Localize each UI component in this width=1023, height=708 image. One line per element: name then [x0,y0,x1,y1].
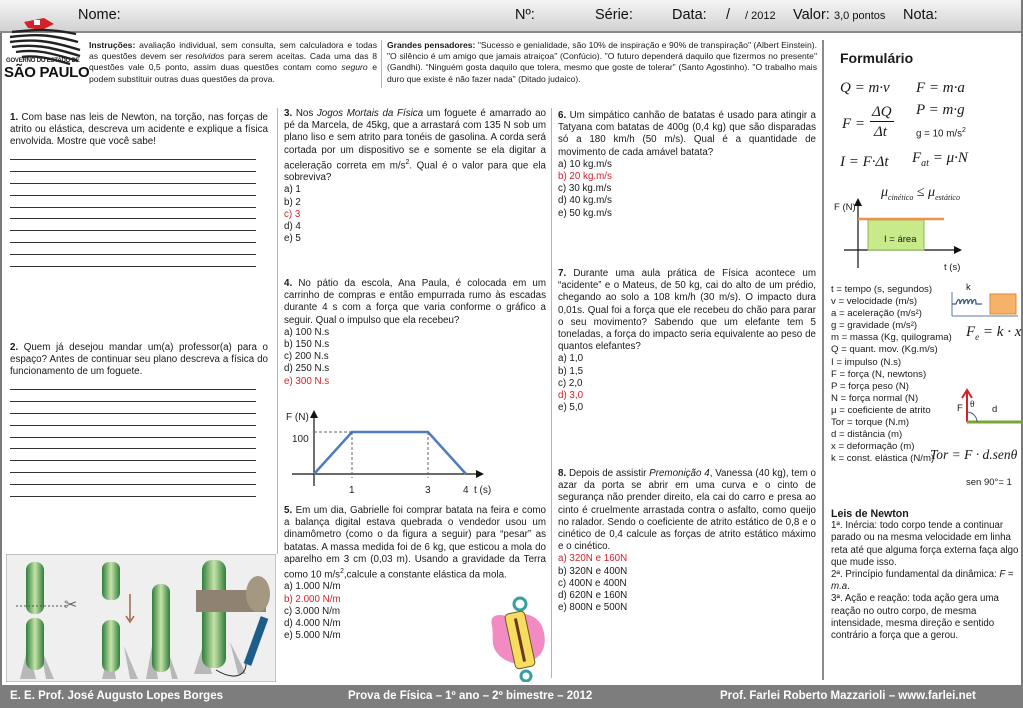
superscript: 2 [340,568,344,576]
answer-option[interactable]: d) 250 N.s [284,363,330,375]
answer-lines[interactable] [10,379,268,497]
answer-line[interactable] [10,172,256,184]
question-number: 6. [558,110,567,121]
formula-impulse-left: F = [842,116,866,132]
footer-bar [0,685,1023,708]
data-separator: / [726,7,731,23]
options-list [558,159,816,220]
answer-line[interactable] [10,160,256,172]
formula-momentum: Q = m·v [840,80,890,96]
question-text: ,calcule a constante elástica da mola. [343,569,507,581]
instructions-text: avaliação individual, sem consulta, sem calculadora e todas as questões devem ser [89,40,377,62]
legend-item: k = const. elástica (N/m) [831,453,935,465]
area-graph-area-label: I = área [884,234,917,245]
thinkers-block [387,40,817,85]
answer-line[interactable] [10,402,256,414]
thinkers-text: "Sucesso e genialidade, são 10% de inspiração e 90% de transpiração" (Albert Einstein). "O silêncio é um amigo que jamais atraiçoa" (Confúcio). "O futuro dependerá daquilo que fizermos no presente" (Gandhi). “Ninguém gosta daquilo que tolera, mesmo que goste de tolerar” (Santo Agostinho). "O trabalho mais duro que existe é não fazer nada" (Ditado judaico). [387,40,817,84]
dynamometer-icon [486,596,550,682]
formula-impulse-num: ΔQ [872,104,892,120]
torque-diagram-icon [955,388,1023,424]
answer-line[interactable] [10,473,256,485]
question-4 [284,278,546,388]
footer-teacher: Prof. Farlei Roberto Mazzarioli – www.farlei.net [720,690,976,702]
answer-option[interactable]: a) 100 N.s [284,326,330,338]
nota-label: Nota: [903,7,938,23]
divider [381,40,382,88]
formula-weight: P = m·g [916,102,965,118]
spring-k-label: k [966,282,971,293]
header-bar [0,0,1021,33]
footer-school: E. E. Prof. José Augusto Lopes Borges [10,690,223,702]
spring-diagram-icon [950,286,1020,320]
area-graph-xlabel: t (s) [944,262,961,273]
answer-option[interactable]: e) 5.000 N/m [284,630,341,642]
nome-label: Nome: [78,7,121,23]
answer-lines[interactable] [10,149,268,267]
answer-option[interactable]: c) 3.000 N/m [284,605,341,617]
serie-label: Série: [595,7,633,23]
answer-line[interactable] [10,426,256,438]
question-text-em: Premonição 4 [649,468,710,479]
question-text: No pátio da escola, Ana Paula, é colocada em um carrinho de compras e então empurrada rumo às escadas durante 4 s com a força que varia conforme o gráfico a seguir. Qual o impulso que ela recebeu? [284,278,546,326]
answer-line[interactable] [10,461,256,473]
logo-line2: SÃO PAULO [4,64,90,81]
question-number: 4. [284,278,293,289]
question-number: 2. [10,342,19,353]
answer-line[interactable] [10,438,256,450]
question-1 [10,112,268,267]
answer-option[interactable]: b) 150 N.s [284,339,330,351]
instructions-em: seguro [341,62,368,73]
options-list [284,327,546,388]
answer-line[interactable] [10,208,256,220]
question-6 [558,110,816,220]
question-text: Depois de assistir [566,468,650,479]
question-text: Quem já desejou mandar um(a) professor(a) para o espaço? Antes de continuar seu plano descreva a física do funcionamento de um foguete. [10,342,268,378]
answer-option[interactable]: b) 1,5 [558,365,584,377]
variables-legend [831,284,952,465]
formula-friction: $F_{at} = \mu\cdot N$ [912,150,968,169]
answer-option[interactable]: a) 10 kg.m/s [558,158,612,170]
question-text: um foguete é amarrado ao pé da Marcela, de 45kg, que a arrastará com 135 N sob um plano liso e sem atrito para tonéis de gasolina. A corda será cortada por um dispositivo se e somente se ela digitar a aceleração correta em m/s [284,108,546,172]
answer-option[interactable]: c) 3 [284,208,301,220]
question-text: . Qual é o valor para que ela sobreviva? [284,160,546,184]
answer-option[interactable]: c) 200 N.s [284,351,329,363]
legend-item: μ = coeficiente de atrito [831,404,931,416]
logo-line1: GOVERNO DO ESTADO DE [6,58,80,64]
instructions-block [89,40,377,85]
formula-torque: Tor = F · d.senθ [930,447,1018,462]
svg-text:✂: ✂ [64,595,78,614]
question-text-em: Jogos Mortais da Física [316,108,424,119]
question-number: 5. [284,505,293,516]
answer-line[interactable] [10,219,256,231]
answer-line[interactable] [10,231,256,243]
svg-text:100: 100 [292,434,309,445]
answer-option[interactable]: a) 1 [284,184,301,196]
column-divider [551,108,552,678]
svg-text:3: 3 [425,485,431,496]
bottle-rocket-illustration-icon [6,554,276,682]
question-number: 8. [558,468,567,479]
answer-line[interactable] [10,255,256,267]
answer-option[interactable]: c) 30 kg.m/s [558,183,612,195]
answer-line[interactable] [10,149,256,161]
torque-theta-label: θ [970,400,975,410]
legend-item: F = força (N, newtons) [831,368,927,380]
answer-line[interactable] [10,414,256,426]
answer-line[interactable] [10,243,256,255]
instructions-text: para serem aceitas. Cada uma das 8 questões vale 0,5 ponto, assim duas questões contam como [89,51,377,73]
legend-item: t = tempo (s, segundos) [831,284,933,295]
answer-option[interactable]: d) 4.000 N/m [284,618,341,630]
legend-item: g = gravidade (m/s²) [831,320,918,332]
legend-item: m = massa (Kg, quilograma) [831,332,952,344]
svg-text:4: 4 [463,485,469,496]
superscript: 2 [405,158,410,166]
question-text: Com base nas leis de Newton, na torção, nas forças de atrito ou elástica, descreva um acidente e explique a física envolvida. Mostre que você sabe! [10,112,268,148]
question-number: 1. [10,112,19,123]
data-label: Data: [672,7,707,23]
answer-option[interactable]: a) 1,0 [558,353,584,365]
law-3: 3ª. Ação e reação: toda ação gera uma reação no outro corpo, de mesma intensidade, mesma direção e sentido contrário a força que a gerou. [831,593,999,642]
force-time-chart [284,408,494,498]
legend-item: I = impulso (N.s) [831,356,902,368]
formulario-title: Formulário [840,50,914,66]
question-text: Durante uma aula prática de Física acontece um “acidente” e o Mateus, de 50 kg, cai do alto de um prédio, chegando ao solo a 108 km/h (30 m/s). O impacto dura 0,01s. Qual foi a força que ele recebeu do chão para parar o seu movimento? Sabendo que um elefante tem 5 toneladas, a força do impacto seria equivalente ao peso de quantos elefantes? [558,268,816,353]
legend-item: Q = quant. mov. (Kg.m/s) [831,344,938,356]
answer-option[interactable]: d) 3,0 [558,390,584,402]
law-2: 2ª. Princípio fundamental da dinâmica: F = m.a. [831,569,1014,593]
answer-line[interactable] [10,196,256,208]
formula-impulse: I = F·Δt [840,154,889,170]
formula-newton-2: F = m·a [916,80,965,96]
chart-ylabel: F (N) [286,412,309,423]
options-list [284,184,546,245]
answer-option[interactable]: e) 800N e 500N [558,602,628,614]
svg-text:t (s): t (s) [474,485,492,496]
instructions-text: e podem substituir outras duas questões da prova. [89,62,377,84]
answer-line[interactable] [10,184,256,196]
column-divider [277,108,278,554]
answer-option[interactable]: e) 5 [284,233,301,245]
formula-impulse-den: Δt [874,124,887,140]
torque-F-label: F [957,403,963,414]
question-number: 7. [558,268,567,279]
answer-option[interactable]: e) 50 kg.m/s [558,207,612,219]
legend-item: x = deformação (m) [831,441,915,453]
gravity-value: g = 10 $m/s^2$ [916,127,966,140]
svg-text:1: 1 [349,485,355,496]
answer-option[interactable]: e) 300 N.s [284,375,330,387]
valor-label: Valor: [793,7,830,23]
newton-laws [831,508,1021,642]
formula-mu-relation: $\mu_{cinético} \le \mu_{estático}$ [881,185,960,202]
answer-option[interactable]: c) 400N e 400N [558,577,627,589]
answer-line[interactable] [10,449,256,461]
answer-line[interactable] [10,379,256,391]
answer-option[interactable]: d) 4 [284,221,301,233]
answer-line[interactable] [10,485,256,497]
answer-option[interactable]: b) 20 kg.m/s [558,171,612,183]
question-text: Um simpático canhão de batatas é usado para atingir a Tatyana com batatas de 400g (0,4 kg) que são disparadas só a 180 km/h (50 m/s). Qual é a quantidade de movimento de cada amável batata? [558,110,816,158]
answer-option[interactable]: b) 2.000 N/m [284,593,341,605]
answer-option[interactable]: c) 2,0 [558,377,583,389]
formula-elastic: $F_e = k \cdot x$ [966,324,1022,342]
laws-title: Leis de Newton [831,508,909,520]
answer-option[interactable]: d) 620N e 160N [558,590,628,602]
instructions-title: Instruções: [89,40,136,50]
thinkers-title: Grandes pensadores: [387,40,476,50]
legend-item: Tor = torque (N.m) [831,417,910,429]
question-3 [284,108,546,246]
instructions-em: resolvidos [185,51,225,62]
answer-option[interactable]: b) 320N e 400N [558,565,628,577]
legend-item: v = velocidade (m/s) [831,296,918,308]
legend-item: N = força normal (N) [831,392,919,404]
legend-item: P = força peso (N) [831,380,909,392]
valor-value: 3,0 pontos [834,10,886,22]
question-7 [558,268,816,414]
answer-option[interactable]: a) 1.000 N/m [284,581,341,593]
question-number: 3. [284,108,293,119]
legend-item: d = distância (m) [831,429,903,441]
law-1: 1ª. Inércia: todo corpo tende a continuar parado ou na mesma velocidade em linha reta até que alguma força externa faça algo que mude isso. [831,520,1019,568]
numero-label: Nº: [515,7,535,23]
options-list [558,553,816,614]
answer-option[interactable]: a) 320N e 160N [558,553,628,565]
sen90-note: sen 90°= 1 [966,477,1012,488]
answer-option[interactable]: d) 40 kg.m/s [558,195,612,207]
question-8 [558,468,816,614]
torque-d-label: d [992,404,998,415]
question-2 [10,342,268,497]
options-list [558,353,816,414]
question-text: , Vanessa (40 kg), tem o azar da porta se abrir em uma curva e o cinto de segurança não prender direito, ela cai do carro e presa ao cinto é cruelmente arrastada contra o asfalto, como queijo no ralador. Sendo o coeficiente de atrito estático de 0,8 e o cinético de 0,4 calcule as forças de atrito estático máximo e o cinético. [558,468,816,553]
answer-line[interactable] [10,390,256,402]
footer-exam: Prova de Física – 1º ano – 2º bimestre – 2012 [348,690,593,702]
answer-option[interactable]: b) 2 [284,196,301,208]
area-graph-ylabel: F (N) [834,202,856,213]
question-text: Em um dia, Gabrielle foi comprar batata na feira e como a balança digital estava quebrada o vendedor usou um dinamômetro (como o da figura a seguir) para “pesar” as batatas. A massa medida foi de 6 kg, que esticou a mola do aparelho em 3 cm (0,03 m). Usando a gravidade da Terra como 10 m/s [284,505,546,581]
data-year: / 2012 [745,10,776,22]
question-text: Nos [292,108,317,119]
column-divider [822,40,824,680]
answer-option[interactable]: e) 5,0 [558,402,584,414]
legend-item: a = aceleração (m/s²) [831,308,922,320]
